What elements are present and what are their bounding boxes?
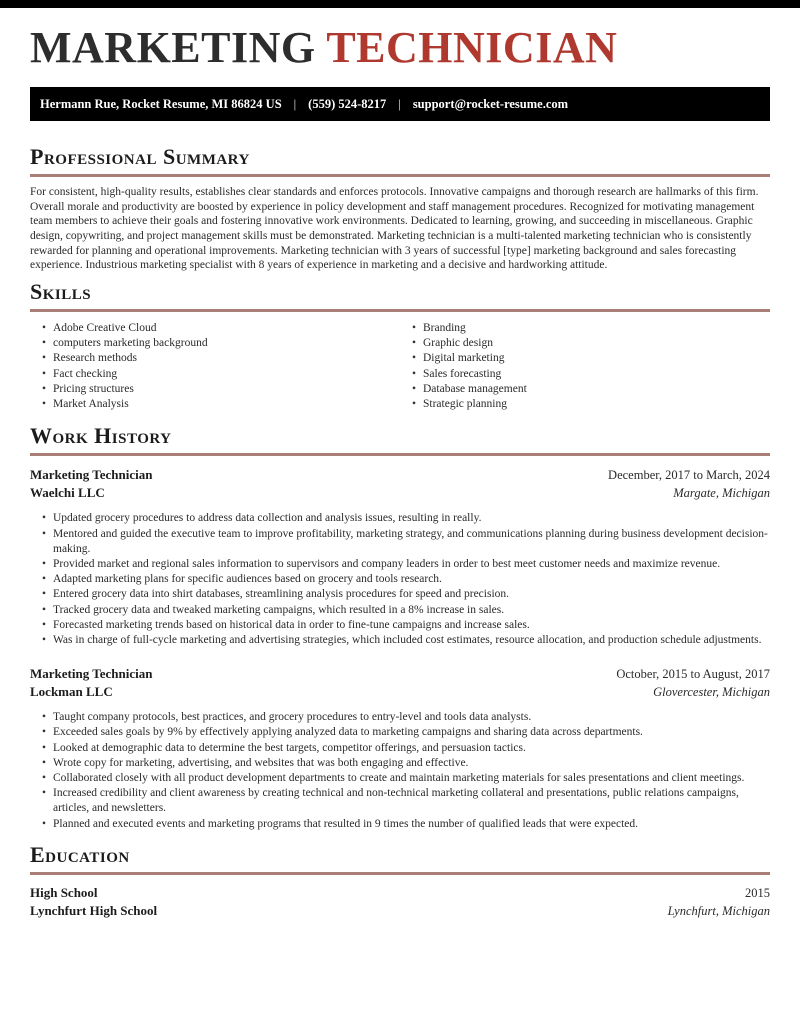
- top-accent-bar: [0, 0, 800, 8]
- contact-address: Hermann Rue, Rocket Resume, MI 86824 US: [40, 96, 282, 111]
- job-dates: October, 2015 to August, 2017: [616, 667, 770, 682]
- skill-item: • Digital marketing: [412, 351, 770, 366]
- job-bullet: • Mentored and guided the executive team to improve profitability, marketing strategy, and communications planning during business development decision-making.: [42, 527, 770, 557]
- skill-item: • Database management: [412, 382, 770, 397]
- job-bullet: • Exceeded sales goals by 9% by effectively applying analyzed data to marketing campaigns and sharing data across departments.: [42, 725, 770, 740]
- skill-item: • Strategic planning: [412, 397, 770, 412]
- job-bullet: • Collaborated closely with all product development departments to create and maintain marketing materials for sales presentations and client meetings.: [42, 771, 770, 786]
- job-company: Lockman LLC: [30, 684, 113, 700]
- skills-heading: Skills: [30, 278, 92, 304]
- education-school-row: [30, 902, 770, 920]
- job-entry-waelchi: [30, 466, 770, 648]
- job-dates: December, 2017 to March, 2024: [608, 468, 770, 483]
- skill-item: • Pricing structures: [42, 382, 400, 397]
- title-accent: TECHNICIAN: [326, 23, 618, 72]
- contact-email: support@rocket-resume.com: [412, 96, 569, 111]
- skill-item: • Research methods: [42, 351, 400, 366]
- section-education: [30, 843, 770, 920]
- job-title-row: [30, 665, 770, 683]
- job-title: Marketing Technician: [30, 666, 153, 682]
- job-bullet: • Tracked grocery data and tweaked marketing campaigns, which resulted in a 8% increase in sales.: [42, 603, 770, 618]
- education-school: Lynchfurt High School: [30, 902, 158, 918]
- job-bullet: • Updated grocery procedures to address data collection and analysis issues, resulting in really.: [42, 511, 770, 526]
- education-degree-row: [30, 884, 770, 902]
- job-bullet: • Increased credibility and client awareness by creating technical and non-technical marketing collateral and presentations, public relations campaigns, articles, and newsletters.: [42, 786, 770, 816]
- job-company: Waelchi LLC: [30, 485, 105, 501]
- job-bullet: • Provided market and regional sales information to supervisors and company leaders in order to best meet customer needs and maximize revenue.: [42, 557, 770, 572]
- skill-item: • Market Analysis: [42, 397, 400, 412]
- skill-item: • Fact checking: [42, 367, 400, 382]
- job-company-row: [30, 484, 770, 502]
- contact-separator: |: [293, 96, 297, 111]
- skill-item: • Sales forecasting: [412, 367, 770, 382]
- job-bullet: • Adapted marketing plans for specific audiences based on grocery and tools research.: [42, 572, 770, 587]
- page-title: [30, 23, 770, 72]
- section-work-history: [30, 424, 770, 832]
- job-bullet: • Looked at demographic data to determine the best targets, competitor offerings, and persuasion tactics.: [42, 741, 770, 756]
- job-bullet: • Wrote copy for marketing, advertising, and websites that was both engaging and effective.: [42, 756, 770, 771]
- education-entry: [30, 884, 770, 920]
- education-location: Lynchfurt, Michigan: [667, 903, 770, 918]
- job-location: Margate, Michigan: [673, 486, 770, 501]
- skill-item: • Branding: [412, 321, 770, 336]
- skill-item: • Graphic design: [412, 336, 770, 351]
- job-bullet: • Entered grocery data into shirt databases, streamlining analysis procedures for speed and precision.: [42, 587, 770, 602]
- skill-item: • computers marketing background: [42, 336, 400, 351]
- job-bullet: • Taught company protocols, best practices, and grocery procedures to entry-level and tools data analysts.: [42, 710, 770, 725]
- section-skills: [30, 280, 770, 412]
- section-rule: [30, 872, 770, 875]
- skills-column-right: [400, 321, 770, 412]
- job-company-row: [30, 683, 770, 701]
- job-bullet: • Planned and executed events and marketing programs that resulted in 9 times the number of qualified leads that were expected.: [42, 817, 770, 832]
- skill-item: • Adobe Creative Cloud: [42, 321, 400, 336]
- education-degree: High School: [30, 884, 98, 900]
- education-heading: Education: [30, 841, 130, 867]
- skills-list: [30, 321, 770, 412]
- job-bullet: • Forecasted marketing trends based on historical data in order to fine-tune campaigns and increase sales.: [42, 618, 770, 633]
- job-title: Marketing Technician: [30, 467, 153, 483]
- work-history-heading: Work History: [30, 423, 172, 449]
- summary-paragraph: For consistent, high-quality results, establishes clear standards and enforces protocols. Innovative campaigns and thorough research are hallmarks of this firm. Overall morale and productivity are boosted by experience in policy development and staff management procedures. Recognized for motivating management team members to achieve their goals and fostering innovative work environments. Dedicated to learning, growing, and succeeding in miscellaneous. Graphic design, copywriting, and project management skills must be demonstrated. Marketing technician is a multi-talented marketing technician who is consistently rewarded for planning and operational improvements. Marketing technician with 3 years of successful [type] marketing background and sales forecasting experience. Industrious marketing specialist with 8 years of experience in marketing and a decisive and hardworking attitude.: [30, 186, 759, 272]
- contact-separator: |: [398, 96, 401, 111]
- job-bullet-list: [30, 710, 770, 832]
- job-entry-lockman: [30, 665, 770, 832]
- job-title-row: [30, 466, 770, 484]
- job-bullet-list: [30, 511, 770, 648]
- job-bullet: • Was in charge of full-cycle marketing and advertising strategies, which included cost estimates, resource allocation, and production schedule adjustments.: [42, 633, 770, 648]
- summary-heading: Professional Summary: [30, 144, 250, 169]
- contact-bar: [30, 87, 770, 121]
- section-rule: [30, 453, 770, 456]
- contact-phone: (559) 524-8217: [308, 96, 387, 111]
- skills-column-left: [30, 321, 400, 412]
- section-professional-summary: [30, 145, 770, 273]
- title-primary: MARKETING: [30, 23, 327, 72]
- section-rule: [30, 174, 770, 177]
- section-rule: [30, 309, 770, 312]
- job-location: Glovercester, Michigan: [653, 685, 770, 700]
- education-year: 2015: [745, 885, 770, 900]
